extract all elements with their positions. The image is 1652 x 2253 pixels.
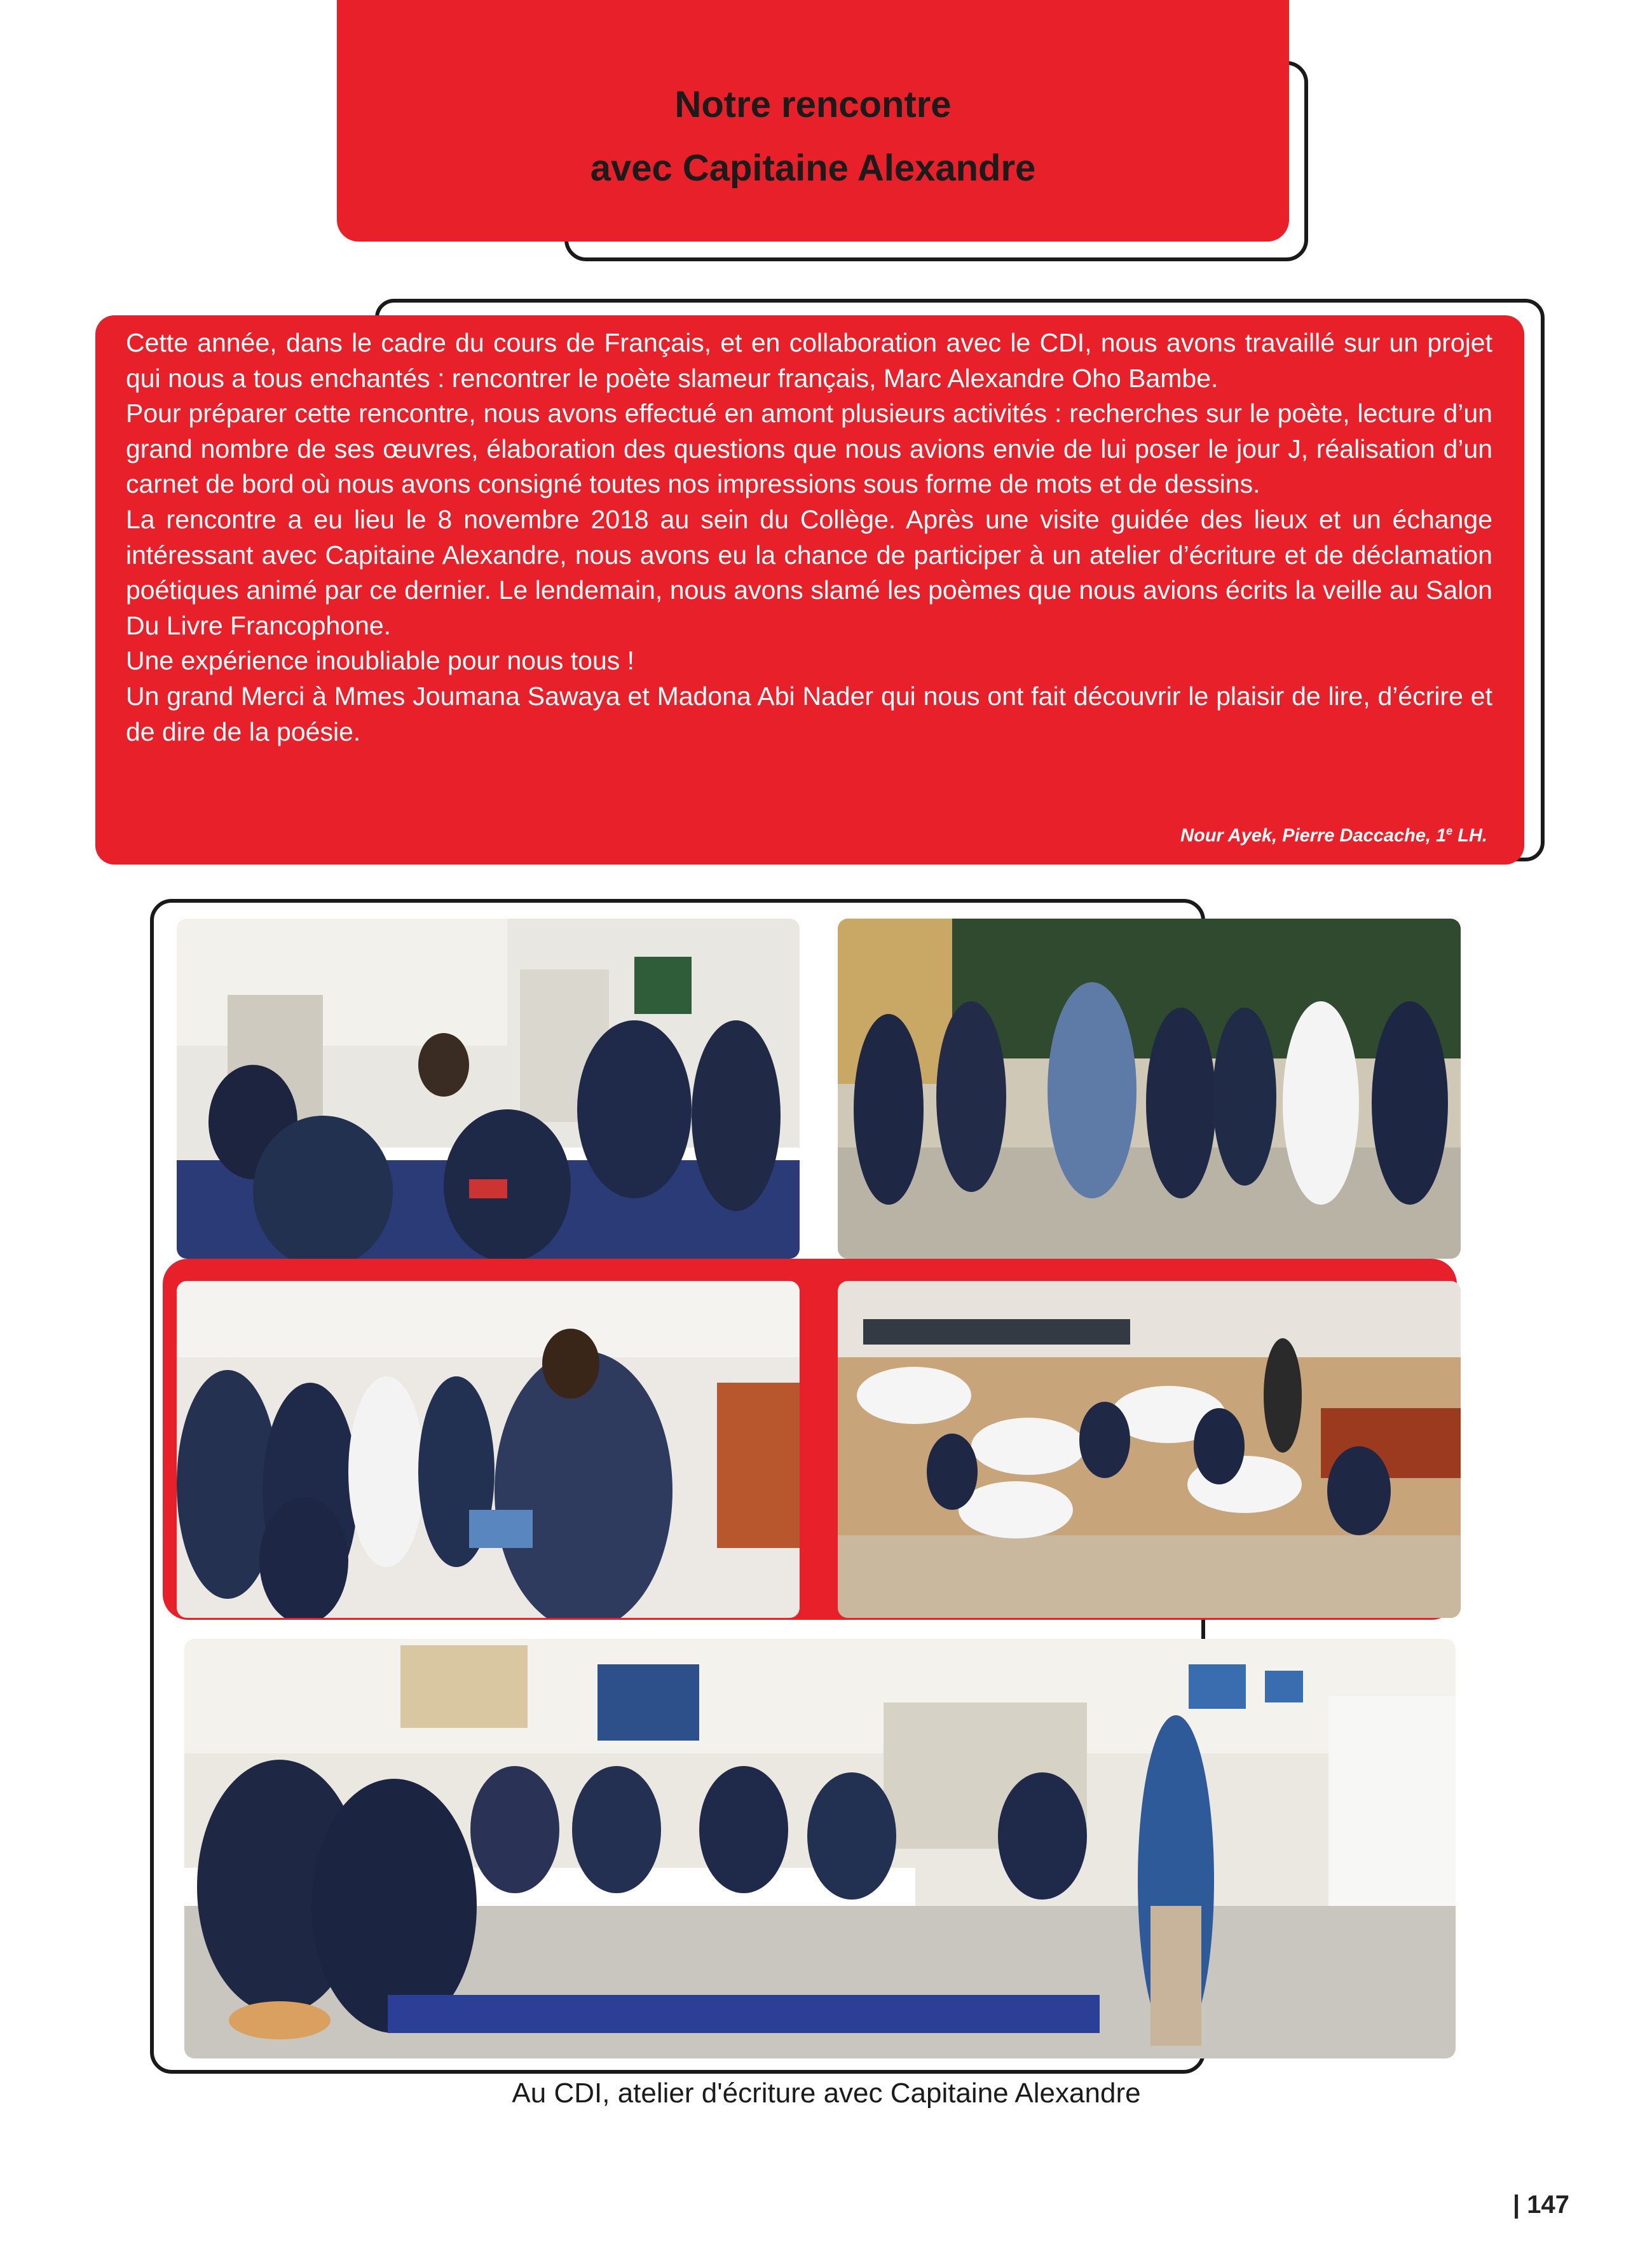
article-paragraph: La rencontre a eu lieu le 8 novembre 2018 au sein du Collège. Après une visite guidée des lieux et un échange intéressant avec Capitaine Alexandre, nous avons eu la chance de participer à un atelier d’écriture et de déclamation poétiques animé par ce dernier. Le lendemain, nous avons slamé les poèmes que nous avions écrits la veille au Salon Du Livre Francophone.: [126, 504, 1492, 640]
photo-library-overhead: [838, 1281, 1461, 1618]
article-paragraph: Cette année, dans le cadre du cours de Français, et en collaboration avec le CDI, nous avons travaillé sur un projet qui nous a tous enchantés : rencontrer le poète slameur français, Marc Alexandre Oho Bambe.: [126, 328, 1492, 393]
signature-class: LH.: [1452, 825, 1487, 846]
title-line-2: avec Capitaine Alexandre: [590, 147, 1036, 189]
article-signature: [1081, 825, 1487, 847]
article-paragraph: Pour préparer cette rencontre, nous avons effectué en amont plusieurs activités : recherches sur le poète, lecture d’un grand nombre de ses œuvres, élaboration des questions que nous avions envie de lui poser le jour J, réalisation d’un carnet de bord où nous avons consigné toutes nos impressions sous forme de mots et de dessins.: [126, 399, 1492, 499]
photo-classroom-students: [177, 919, 800, 1259]
article-paragraph: Une expérience inoubliable pour nous tous !: [126, 646, 635, 676]
photo-writing-workshop: [184, 1639, 1456, 2058]
photo-courtyard-group: [838, 919, 1461, 1259]
title-line-1: Notre rencontre: [674, 84, 952, 125]
page-number: | 147: [1513, 2191, 1570, 2219]
photo-poet-with-students: [177, 1281, 800, 1618]
page-title: [337, 73, 1289, 200]
article-paragraph: Un grand Merci à Mmes Joumana Sawaya et Madona Abi Nader qui nous ont fait découvrir le plaisir de lire, d’écrire et de dire de la poésie.: [126, 681, 1492, 746]
signature-authors: Nour Ayek, Pierre Daccache, 1: [1180, 825, 1447, 846]
signature-superscript: e: [1446, 825, 1453, 837]
article-body: [126, 325, 1492, 750]
photo-caption: Au CDI, atelier d'écriture avec Capitaine Alexandre: [512, 2078, 1141, 2109]
